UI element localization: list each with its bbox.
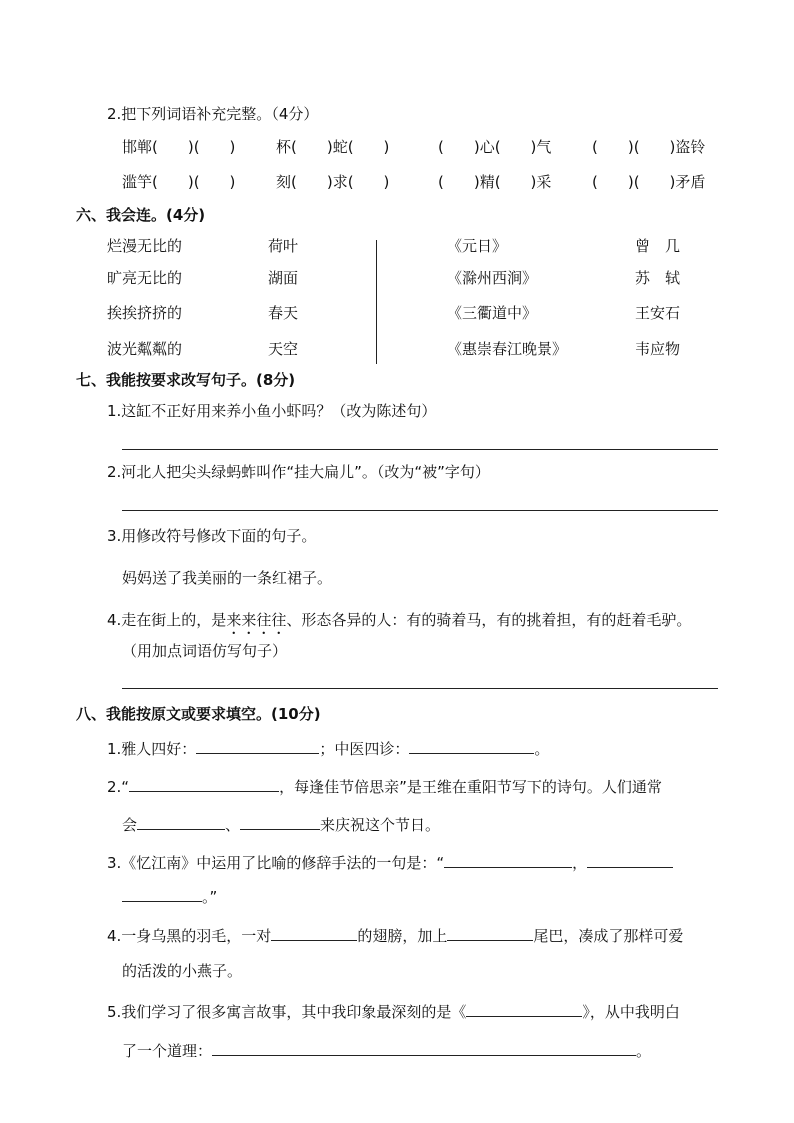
- fill-blank-9[interactable]: [271, 924, 357, 941]
- dotted-words: 来来往往: [226, 611, 287, 629]
- idiom-blank-4: ( )( )盗铃: [592, 138, 706, 156]
- q7-item2: 2.河北人把尖头绿蚂蚱叫作“挂大扁儿”。（改为“被”字句）: [107, 463, 490, 481]
- fill-blank-1[interactable]: [196, 737, 319, 754]
- q7-heading: 七、我能按要求改写句子。(8分): [76, 371, 296, 389]
- q8-item5-line2: [122, 1039, 651, 1061]
- poem-1: 《元日》: [447, 237, 508, 255]
- q8-item2-line1: [107, 775, 662, 797]
- poem-4: 《惠崇春江晚景》: [447, 340, 568, 358]
- q7-item1: 1.这缸不正好用来养小鱼小虾吗？（改为陈述句）: [107, 402, 437, 420]
- answer-line-2[interactable]: [122, 510, 718, 511]
- fill-blank-12[interactable]: [212, 1039, 636, 1056]
- poet-1: 曾 几: [635, 237, 681, 255]
- poem-2: 《滁州西涧》: [447, 269, 538, 287]
- q8-item5-a: 5.我们学习了很多寓言故事，其中我印象最深刻的是《: [107, 1003, 467, 1021]
- match-left-2: 旷亮无比的: [107, 269, 183, 287]
- q8-item3-comma: ，: [572, 854, 588, 872]
- match-left-3: 挨挨挤挤的: [107, 304, 183, 322]
- poet-4: 韦应物: [635, 340, 681, 358]
- q8-item1-end: 。: [534, 740, 550, 758]
- column-divider: [376, 240, 377, 364]
- q7-item3: 3.用修改符号修改下面的句子。: [107, 527, 317, 545]
- poet-3: 王安石: [635, 304, 681, 322]
- poet-2: 苏 轼: [635, 269, 681, 287]
- q8-item4-line2: 的活泼的小燕子。: [122, 962, 243, 980]
- idiom-blank-2: 杯( )蛇( ): [276, 138, 390, 156]
- match-mid-4: 天空: [268, 340, 299, 358]
- q8-item5-b: 》，从中我明白: [582, 1003, 680, 1021]
- poem-3: 《三衢道中》: [447, 304, 538, 322]
- q8-item2-line2: [122, 813, 440, 835]
- match-left-4: 波光粼粼的: [107, 340, 183, 358]
- q7-item4-note: （用加点词语仿写句子）: [122, 642, 288, 660]
- idiom-blank-3: ( )心( )气: [438, 138, 552, 156]
- q8-item5-end: 。: [636, 1042, 652, 1060]
- q6-heading: 六、我会连。(4分): [76, 206, 206, 224]
- idiom-blank-7: ( )精( )采: [438, 173, 552, 191]
- match-mid-1: 荷叶: [268, 237, 299, 255]
- q8-item4-c: 尾巴，凑成了那样可爱: [533, 927, 684, 945]
- fill-blank-5[interactable]: [240, 813, 320, 830]
- answer-line-3[interactable]: [122, 688, 718, 689]
- q8-item5-c: 了一个道理：: [122, 1042, 213, 1060]
- q5-item2: 2.把下列词语补充完整。（4分）: [107, 105, 319, 123]
- q8-item2-d: 来庆祝这个节日。: [320, 816, 441, 834]
- q7-item4-start: 4.走在街上的，是: [107, 611, 227, 629]
- fill-blank-2[interactable]: [409, 737, 534, 754]
- idiom-blank-8: ( )( )矛盾: [592, 173, 706, 191]
- match-mid-3: 春天: [268, 304, 299, 322]
- q8-item4-line1: [107, 924, 683, 946]
- q8-item2-c: 会: [122, 816, 138, 834]
- fill-blank-10[interactable]: [447, 924, 533, 941]
- q7-item3-sentence: 妈妈送了我美丽的一条红裙子。: [122, 569, 333, 587]
- q8-item2-a: 2.“: [107, 778, 130, 796]
- q8-item5-line1: [107, 1000, 680, 1022]
- q8-item1-a: 1.雅人四好：: [107, 740, 197, 758]
- q8-item3-end: 。”: [202, 888, 218, 906]
- fill-blank-8[interactable]: [122, 885, 202, 902]
- fill-blank-4[interactable]: [137, 813, 225, 830]
- match-mid-2: 湖面: [268, 269, 299, 287]
- idiom-blank-1: 邯郸( )( ): [122, 138, 236, 156]
- fill-blank-3[interactable]: [129, 775, 279, 792]
- match-left-1: 烂漫无比的: [107, 237, 183, 255]
- q8-item3-line1: [107, 851, 673, 873]
- fill-blank-6[interactable]: [444, 851, 572, 868]
- q8-item1-b: ；中医四诊：: [319, 740, 410, 758]
- q8-item3-line2: [122, 885, 217, 907]
- q8-heading: 八、我能按原文或要求填空。(10分): [76, 705, 321, 723]
- q7-item4-rest: 、形态各异的人：有的骑着马，有的挑着担，有的赶着毛驴。: [286, 611, 692, 629]
- q8-item3-a: 3.《忆江南》中运用了比喻的修辞手法的一句是：“: [107, 854, 445, 872]
- answer-line-1[interactable]: [122, 449, 718, 450]
- q8-item2-sep: 、: [225, 816, 241, 834]
- q8-item1: [107, 737, 549, 759]
- idiom-blank-5: 滥竽( )( ): [122, 173, 236, 191]
- q8-item4-b: 的翅膀，加上: [357, 927, 448, 945]
- q8-item4-a: 4.一身乌黑的羽毛，一对: [107, 927, 272, 945]
- q7-item4: [107, 610, 691, 638]
- fill-blank-7[interactable]: [587, 851, 673, 868]
- idiom-blank-6: 刻( )求( ): [276, 173, 390, 191]
- q8-item2-b: ，每逢佳节倍思亲”是王维在重阳节写下的诗句。人们通常: [279, 778, 662, 796]
- fill-blank-11[interactable]: [466, 1000, 582, 1017]
